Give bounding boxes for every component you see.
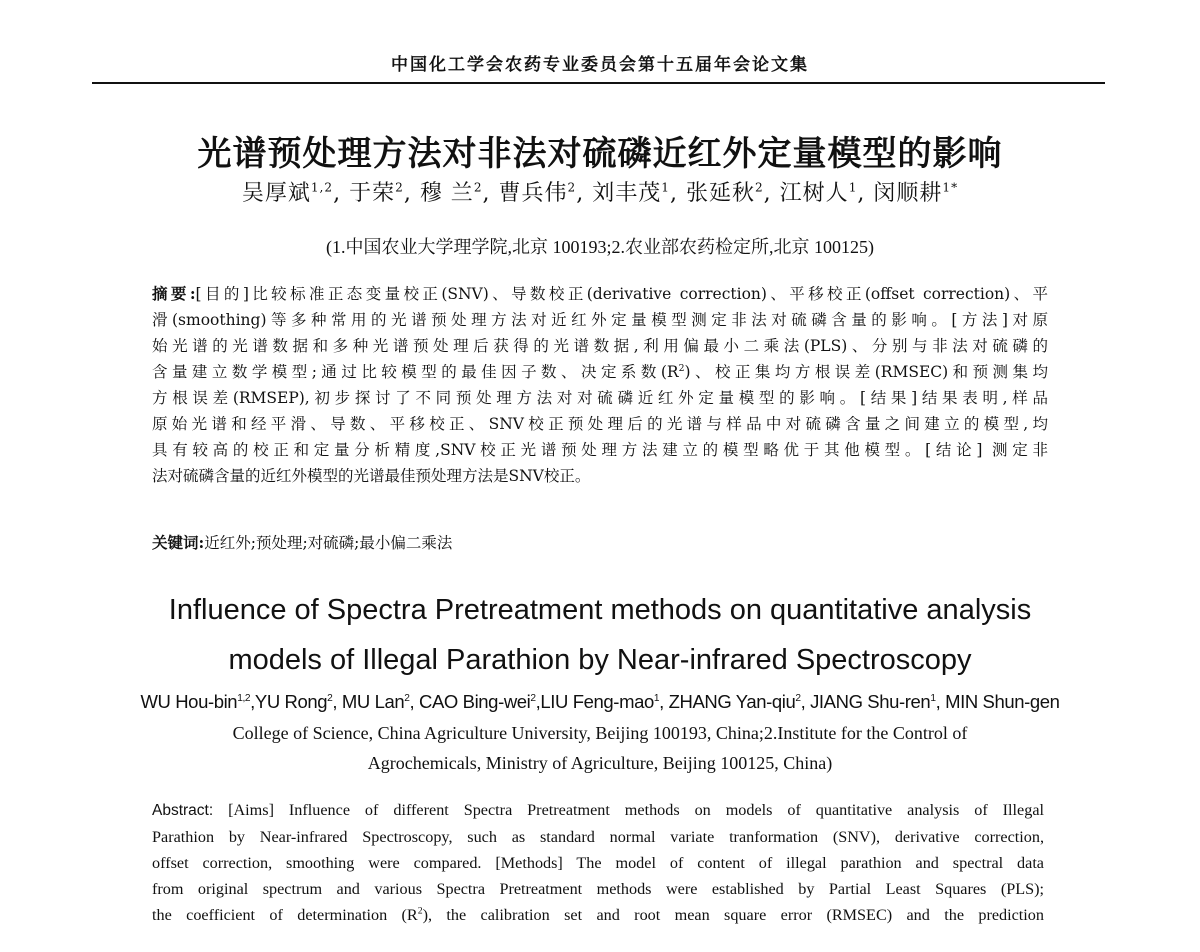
author: 闵顺耕$^{1*}$ (873, 180, 959, 206)
keywords-label: 关键词: (152, 533, 205, 552)
author: 江树人$^1$ (779, 180, 858, 206)
header-rule (92, 82, 1105, 84)
keywords-text: 近红外;预处理;对硫磷;最小偏二乘法 (204, 534, 453, 552)
english-title-line-2: models of Illegal Parathion by Near-infrared Spectroscopy (228, 644, 972, 676)
abstract-line: 方根误差(RMSEP),初步探讨了不同预处理方法对对硫磷近红外定量模型的影响。[结果]结果表明,样品 (152, 389, 1048, 407)
abstract-line: 摘要:[目的]比较标准正态变量校正(SNV)、导数校正(derivative correction)、平移校正(offset correction)、平 (152, 284, 1048, 303)
chinese-abstract (152, 281, 1048, 489)
author: CAO Bing-wei$^2$, (419, 691, 541, 712)
author: JIANG Shu-ren$^1$, (810, 691, 946, 712)
abstract-label: 摘要: (152, 284, 196, 303)
chinese-affiliation: (1.中国农业大学理学院,北京 100193;2.农业部农药检定所,北京 100125) (326, 237, 874, 257)
abstract-line: offset correction, smoothing were compared. [Methods] The model of content of illegal parathion and spectral data (152, 854, 1044, 872)
author: 吴厚斌$^{1,2}$ (241, 180, 334, 206)
english-authors (0, 691, 1200, 713)
english-title-line-1: Influence of Spectra Pretreatment methods on quantitative analysis (168, 594, 1032, 626)
author: WU Hou-bin$^{1,2}$, (140, 691, 255, 712)
abstract-line: from original spectrum and various Spectra Pretreatment methods were established by Partial Least Squares (PLS); (152, 880, 1044, 898)
author: 于荣$^2$ (349, 180, 404, 206)
abstract-line: 始光谱的光谱数据和多种光谱预处理后获得的光谱数据,利用偏最小二乘法(PLS)、分别与非法对硫磷的 (152, 337, 1048, 355)
abstract-line: Parathion by Near-infrared Spectroscopy, such as standard normal variate tranformation (SNV), derivative correction, (152, 828, 1044, 846)
english-abstract (152, 797, 1044, 928)
abstract-line: 原始光谱和经平滑、导数、平移校正、SNV校正预处理后的光谱与样品中对硫磷含量之间建立的模型,均 (152, 415, 1048, 433)
author: ZHANG Yan-qiu$^2$, (668, 691, 811, 712)
author: 张延秋$^2$ (685, 180, 764, 206)
chinese-title: 光谱预处理方法对非法对硫磷近红外定量模型的影响 (197, 134, 1003, 174)
chinese-authors: 吴厚斌$^{1,2}$, 于荣$^2$, 穆 兰$^2$, 曹兵伟$^2$, 刘丰茂$^1$, 张延秋$^2$, 江树人$^1$, 闵顺耕$^{1*}$ (241, 180, 959, 206)
chinese-keywords (152, 531, 452, 553)
abstract-line: the coefficient of determination $(R^2)$, the calibration set and root mean square error (RMSEC) and the prediction (152, 905, 1044, 924)
author: MU Lan$^2$, (341, 691, 420, 712)
abstract-line: 具有较高的校正和定量分析精度,SNV校正光谱预处理方法建立的模型略优于其他模型。[结论] 测定非 (152, 441, 1048, 459)
author: YU Rong$^2$, (254, 691, 342, 712)
abstract-label: Abstract: (152, 802, 214, 819)
author: 曹兵伟$^2$ (498, 180, 577, 206)
author: 刘丰茂$^1$ (592, 180, 670, 206)
english-affiliation-line-2: Agrochemicals, Ministry of Agriculture, Beijing 100125, China) (367, 753, 833, 773)
author: 穆 兰$^2$ (419, 180, 483, 206)
running-header: 中国化工学会农药专业委员会第十五届年会论文集 (391, 55, 809, 75)
abstract-line: 含量建立数学模型;通过比较模型的最佳因子数、决定系数$(R^2)$、校正集均方根误差(RMSEC)和预测集均 (152, 362, 1048, 381)
abstract-line: Abstract: [Aims] Influence of different Spectra Pretreatment methods on models of quantitative analysis of Illegal (152, 801, 1044, 819)
author: LIU Feng-mao$^1$, (540, 691, 669, 712)
abstract-line: 滑(smoothing)等多种常用的光谱预处理方法对近红外定量模型测定非法对硫磷含量的影响。[方法]对原 (152, 311, 1048, 329)
english-affiliation-line-1: College of Science, China Agriculture University, Beijing 100193, China;2.Institute for the Control of (232, 723, 968, 743)
abstract-line: 法对硫磷含量的近红外模型的光谱最佳预处理方法是SNV校正。 (152, 467, 591, 485)
author: MIN Shun-gen (945, 691, 1060, 712)
